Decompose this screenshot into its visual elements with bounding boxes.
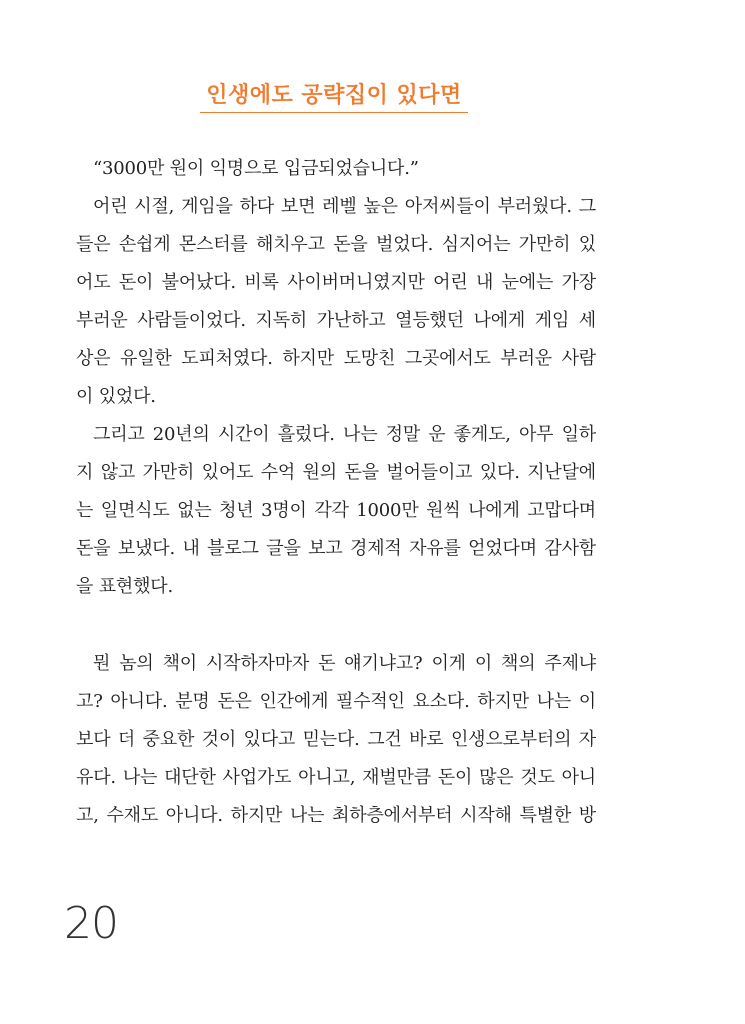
paragraph-line: 부러운 사람들이었다. 지독히 가난하고 열등했던 나에게 게임 세 [76, 310, 596, 331]
paragraph-line: 그리고 20년의 시간이 흘렀다. 나는 정말 운 좋게도, 아무 일하 [93, 424, 596, 445]
paragraph-line: 지 않고 가만히 있어도 수억 원의 돈을 벌어들이고 있다. 지난달에 [76, 462, 596, 483]
paragraph-line: 고? 아니다. 분명 돈은 인간에게 필수적인 요소다. 하지만 나는 이 [76, 691, 596, 712]
paragraph-line: 상은 유일한 도피처였다. 하지만 도망친 그곳에서도 부러운 사람 [76, 348, 596, 369]
paragraph-line: 고, 수재도 아니다. 하지만 나는 최하층에서부터 시작해 특별한 방 [76, 805, 596, 826]
paragraph-line: 뭔 놈의 책이 시작하자마자 돈 얘기냐고? 이게 이 책의 주제냐 [93, 653, 596, 674]
paragraph-gap [76, 606, 596, 645]
body-text [76, 150, 596, 835]
paragraph-line: 는 일면식도 없는 청년 3명이 각각 1000만 원씩 나에게 고맙다며 [76, 500, 596, 521]
paragraph-line: “3000만 원이 익명으로 입금되었습니다.” [93, 158, 419, 179]
paragraph-line: 어도 돈이 불어났다. 비록 사이버머니였지만 어린 내 눈에는 가장 [76, 272, 596, 293]
paragraph-line: 어린 시절, 게임을 하다 보면 레벨 높은 아저씨들이 부러웠다. 그 [93, 196, 596, 217]
chapter-heading: 인생에도 공략집이 있다면 [206, 83, 462, 108]
heading-underline [200, 112, 468, 113]
page-number: 20 [64, 898, 118, 949]
paragraph-line: 보다 더 중요한 것이 있다고 믿는다. 그건 바로 인생으로부터의 자 [76, 729, 596, 750]
paragraph-line: 유다. 나는 대단한 사업가도 아니고, 재벌만큼 돈이 많은 것도 아니 [76, 767, 596, 788]
paragraph-line: 들은 손쉽게 몬스터를 해치우고 돈을 벌었다. 심지어는 가만히 있 [76, 234, 596, 255]
paragraph-line: 돈을 보냈다. 내 블로그 글을 보고 경제적 자유를 얻었다며 감사함 [76, 538, 596, 559]
paragraph-line: 을 표현했다. [76, 576, 173, 597]
paragraph-line: 이 있었다. [76, 386, 156, 407]
